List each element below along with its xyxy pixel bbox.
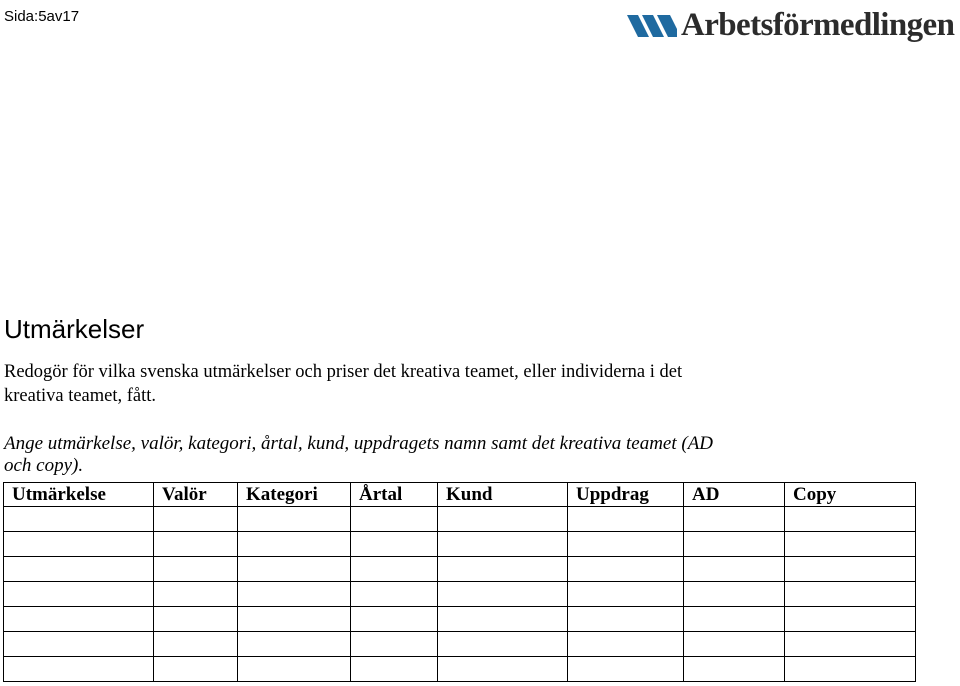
- table-cell[interactable]: [568, 632, 684, 657]
- table-cell[interactable]: [238, 507, 351, 532]
- table-cell[interactable]: [351, 532, 438, 557]
- table-cell[interactable]: [785, 557, 916, 582]
- table-cell[interactable]: [238, 532, 351, 557]
- table-row: [4, 532, 916, 557]
- table-cell[interactable]: [4, 582, 154, 607]
- table-cell[interactable]: [351, 657, 438, 682]
- table-cell[interactable]: [785, 532, 916, 557]
- table-cell[interactable]: [684, 632, 785, 657]
- table-cell[interactable]: [684, 557, 785, 582]
- table-cell[interactable]: [154, 657, 238, 682]
- table-cell[interactable]: [684, 507, 785, 532]
- table-cell[interactable]: [351, 632, 438, 657]
- column-header-kategori: Kategori: [238, 483, 351, 507]
- table-cell[interactable]: [785, 582, 916, 607]
- table-cell[interactable]: [785, 657, 916, 682]
- table-cell[interactable]: [4, 507, 154, 532]
- column-header-artal: Årtal: [351, 483, 438, 507]
- table-cell[interactable]: [154, 507, 238, 532]
- column-header-uppdrag: Uppdrag: [568, 483, 684, 507]
- table-cell[interactable]: [684, 582, 785, 607]
- column-header-valor: Valör: [154, 483, 238, 507]
- table-row: [4, 507, 916, 532]
- table-cell[interactable]: [438, 532, 568, 557]
- column-header-utmarkelse: Utmärkelse: [4, 483, 154, 507]
- table-cell[interactable]: [238, 557, 351, 582]
- table-cell[interactable]: [238, 582, 351, 607]
- table-cell[interactable]: [568, 532, 684, 557]
- table-header-row: [4, 483, 916, 507]
- table-cell[interactable]: [785, 507, 916, 532]
- awards-table: [3, 482, 916, 682]
- table-cell[interactable]: [4, 607, 154, 632]
- page-number: Sida:5av17: [4, 8, 80, 25]
- table-cell[interactable]: [568, 507, 684, 532]
- table-cell[interactable]: [351, 507, 438, 532]
- table-cell[interactable]: [684, 607, 785, 632]
- table-cell[interactable]: [154, 582, 238, 607]
- section-heading: Utmärkelser: [4, 314, 145, 344]
- table-cell[interactable]: [568, 557, 684, 582]
- column-header-ad: AD: [684, 483, 785, 507]
- arbetsformedlingen-logo: [624, 4, 958, 46]
- table-cell[interactable]: [238, 657, 351, 682]
- logo-mark-icon: [624, 7, 680, 43]
- table-row: [4, 607, 916, 632]
- table-cell[interactable]: [154, 607, 238, 632]
- table-row: [4, 582, 916, 607]
- instruction-text: Ange utmärkelse, valör, kategori, årtal, kund, uppdragets namn samt det kreativa teamet (AD och copy).: [4, 433, 714, 476]
- table-cell[interactable]: [238, 607, 351, 632]
- intro-text: Redogör för vilka svenska utmärkelser och priser det kreativa teamet, eller individerna i det kreativa teamet, fått.: [4, 362, 683, 406]
- table-cell[interactable]: [438, 507, 568, 532]
- table-cell[interactable]: [351, 557, 438, 582]
- table-cell[interactable]: [154, 557, 238, 582]
- table-cell[interactable]: [154, 532, 238, 557]
- table-cell[interactable]: [438, 657, 568, 682]
- table-cell[interactable]: [684, 657, 785, 682]
- table-cell[interactable]: [785, 632, 916, 657]
- table-cell[interactable]: [568, 657, 684, 682]
- table-row: [4, 557, 916, 582]
- table-cell[interactable]: [238, 632, 351, 657]
- table-cell[interactable]: [684, 532, 785, 557]
- table-cell[interactable]: [438, 632, 568, 657]
- table-cell[interactable]: [4, 532, 154, 557]
- column-header-copy: Copy: [785, 483, 916, 507]
- logo-text: Arbetsförmedlingen: [681, 6, 955, 43]
- table-cell[interactable]: [568, 607, 684, 632]
- table-cell[interactable]: [4, 632, 154, 657]
- table-cell[interactable]: [351, 582, 438, 607]
- table-cell[interactable]: [438, 607, 568, 632]
- table-cell[interactable]: [438, 582, 568, 607]
- table-cell[interactable]: [154, 632, 238, 657]
- table-cell[interactable]: [4, 557, 154, 582]
- table-row: [4, 632, 916, 657]
- table-cell[interactable]: [568, 582, 684, 607]
- table-cell[interactable]: [438, 557, 568, 582]
- table-cell[interactable]: [351, 607, 438, 632]
- table-row: [4, 657, 916, 682]
- table-cell[interactable]: [4, 657, 154, 682]
- column-header-kund: Kund: [438, 483, 568, 507]
- table-cell[interactable]: [785, 607, 916, 632]
